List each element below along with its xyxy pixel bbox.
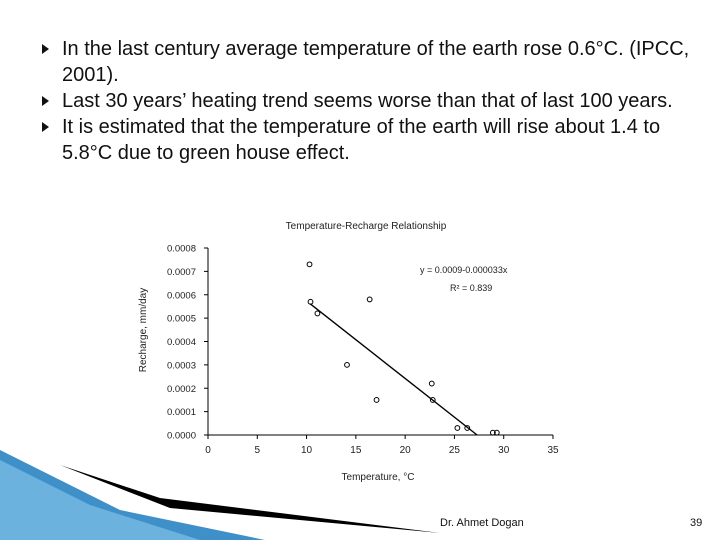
- x-tick-label: 5: [254, 445, 261, 456]
- footer-author: Dr. Ahmet Dogan: [440, 517, 524, 529]
- data-point: [367, 297, 372, 302]
- bullet-arrow-icon: [42, 96, 49, 106]
- scatter-chart: [130, 212, 570, 487]
- y-tick-label: 0.0002: [166, 383, 196, 395]
- bullet-text: In the last century average temperature of the earth rose 0.6°C. (IPCC, 2001).: [62, 38, 690, 86]
- slide-decoration: [0, 450, 440, 540]
- bullet-arrow-icon: [42, 122, 49, 132]
- data-point: [455, 426, 460, 431]
- r-squared-label: R² = 0.839: [450, 283, 493, 293]
- data-point: [307, 262, 312, 267]
- y-tick-label: 0.0003: [166, 360, 196, 372]
- bullet-item: [38, 88, 698, 114]
- data-point: [374, 398, 379, 403]
- x-tick-label: 15: [350, 445, 362, 456]
- data-point: [315, 311, 320, 316]
- x-tick-label: 10: [301, 445, 313, 456]
- bullet-text: Last 30 years’ heating trend seems worse than that of last 100 years.: [62, 90, 673, 112]
- bullet-text: It is estimated that the temperature of the earth will rise about 1.4 to 5.8°C due to green house effect.: [62, 116, 661, 164]
- y-tick-label: 0.0008: [166, 243, 196, 255]
- x-axis-label: Temperature, °C: [341, 472, 415, 483]
- chart-title: Temperature-Recharge Relationship: [285, 221, 447, 232]
- y-tick-label: 0.0001: [166, 407, 196, 419]
- bullet-item: [38, 36, 698, 88]
- x-tick-label: 25: [448, 445, 460, 456]
- data-point: [308, 299, 313, 304]
- plot-axes: [167, 244, 559, 457]
- x-tick-label: 30: [498, 445, 510, 456]
- y-tick-label: 0.0006: [166, 290, 196, 302]
- bullet-arrow-icon: [42, 44, 49, 54]
- x-tick-label: 35: [547, 445, 559, 456]
- y-axis-label: Recharge, mm/day: [138, 287, 149, 373]
- y-tick-label: 0.0000: [166, 430, 196, 442]
- x-tick-label: 0: [205, 445, 211, 456]
- trendline: [311, 304, 478, 435]
- y-tick-label: 0.0004: [166, 337, 196, 348]
- bullet-list: [38, 36, 698, 166]
- data-point: [345, 362, 350, 367]
- y-tick-label: 0.0007: [166, 266, 196, 278]
- data-point: [429, 381, 434, 386]
- trendline-equation: y = 0.0009-0.000033x: [420, 265, 508, 275]
- x-tick-label: 20: [399, 445, 411, 456]
- y-tick-label: 0.0005: [166, 313, 196, 325]
- bullet-item: [38, 114, 698, 166]
- page-number: 39: [690, 517, 703, 529]
